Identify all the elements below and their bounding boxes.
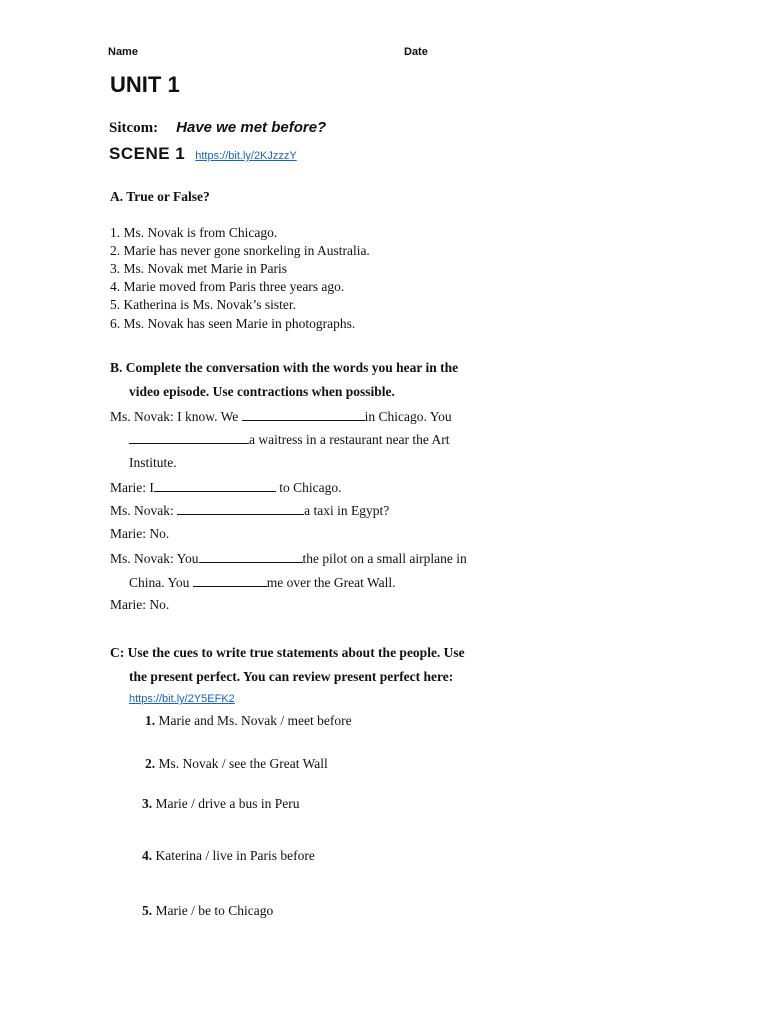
dialogue-line-7 bbox=[110, 550, 467, 567]
answer-blank[interactable] bbox=[199, 550, 303, 563]
section-c-item-5 bbox=[142, 903, 273, 919]
sitcom-line bbox=[109, 119, 326, 137]
item-number: 3. bbox=[142, 796, 153, 811]
section-c-item-1 bbox=[145, 713, 352, 729]
answer-blank[interactable] bbox=[154, 479, 276, 492]
dialogue-line-5 bbox=[110, 502, 389, 519]
answer-blank[interactable] bbox=[242, 408, 365, 421]
dialogue-text: China. You bbox=[129, 575, 193, 590]
answer-blank[interactable] bbox=[177, 502, 304, 515]
item-text: Katerina / live in Paris before bbox=[155, 848, 315, 863]
dialogue-text: Ms. Novak: You bbox=[110, 551, 199, 566]
dialogue-line-3: Institute. bbox=[129, 455, 177, 470]
section-a-item-3: 3. Ms. Novak met Marie in Paris bbox=[110, 261, 287, 276]
unit-title: UNIT 1 bbox=[110, 72, 180, 97]
item-number: 4. bbox=[142, 848, 153, 863]
date-label: Date bbox=[404, 46, 428, 58]
dialogue-text: the pilot on a small airplane in bbox=[302, 551, 467, 566]
section-a-item-1: 1. Ms. Novak is from Chicago. bbox=[110, 225, 278, 240]
scene-line bbox=[109, 144, 297, 164]
section-a-heading: A. True or False? bbox=[110, 189, 210, 204]
dialogue-line-8 bbox=[129, 574, 396, 591]
section-c-link[interactable]: https://bit.ly/2Y5EFK2 bbox=[129, 693, 235, 705]
item-text: Ms. Novak / see the Great Wall bbox=[158, 756, 328, 771]
section-c-item-3 bbox=[142, 796, 299, 812]
section-c-heading-line1: C: Use the cues to write true statements about the people. Use bbox=[110, 645, 465, 660]
item-text: Marie and Ms. Novak / meet before bbox=[158, 713, 352, 728]
section-b-heading-line2: video episode. Use contractions when possible. bbox=[129, 384, 395, 399]
item-text: Marie / drive a bus in Peru bbox=[155, 796, 300, 811]
item-text: Marie / be to Chicago bbox=[155, 903, 274, 918]
name-label: Name bbox=[108, 46, 138, 58]
dialogue-text: Ms. Novak: bbox=[110, 503, 178, 518]
scene-link[interactable]: https://bit.ly/2KJzzzY bbox=[195, 150, 297, 162]
dialogue-text: me over the Great Wall. bbox=[266, 575, 396, 590]
dialogue-text: Ms. Novak: I know. We bbox=[110, 409, 242, 424]
section-c-item-4 bbox=[142, 848, 315, 864]
dialogue-line-1 bbox=[110, 408, 452, 425]
section-a-item-2: 2. Marie has never gone snorkeling in Australia. bbox=[110, 243, 370, 258]
item-number: 5. bbox=[142, 903, 153, 918]
dialogue-text: a waitress in a restaurant near the Art bbox=[249, 432, 450, 447]
answer-blank[interactable] bbox=[193, 574, 267, 587]
sitcom-title: Have we met before? bbox=[176, 119, 327, 136]
section-a-item-6: 6. Ms. Novak has seen Marie in photographs. bbox=[110, 316, 356, 331]
dialogue-text: a taxi in Egypt? bbox=[304, 503, 390, 518]
dialogue-line-4 bbox=[110, 479, 341, 496]
section-a-item-5: 5. Katherina is Ms. Novak’s sister. bbox=[110, 297, 296, 312]
dialogue-text: in Chicago. You bbox=[364, 409, 452, 424]
item-number: 2. bbox=[145, 756, 156, 771]
dialogue-text: to Chicago. bbox=[275, 480, 342, 495]
dialogue-text: Marie: I bbox=[110, 480, 154, 495]
section-b-heading-line1: B. Complete the conversation with the words you hear in the bbox=[110, 360, 459, 375]
dialogue-line-6: Marie: No. bbox=[110, 526, 170, 541]
section-a-item-4: 4. Marie moved from Paris three years ago. bbox=[110, 279, 345, 294]
item-number: 1. bbox=[145, 713, 156, 728]
section-c-item-2 bbox=[145, 756, 328, 772]
scene-label: SCENE 1 bbox=[109, 144, 186, 163]
sitcom-label: Sitcom: bbox=[109, 120, 159, 136]
dialogue-line-2 bbox=[129, 431, 450, 448]
dialogue-line-9: Marie: No. bbox=[110, 597, 170, 612]
section-c-heading-line2: the present perfect. You can review present perfect here: bbox=[129, 669, 454, 684]
answer-blank[interactable] bbox=[129, 431, 249, 444]
